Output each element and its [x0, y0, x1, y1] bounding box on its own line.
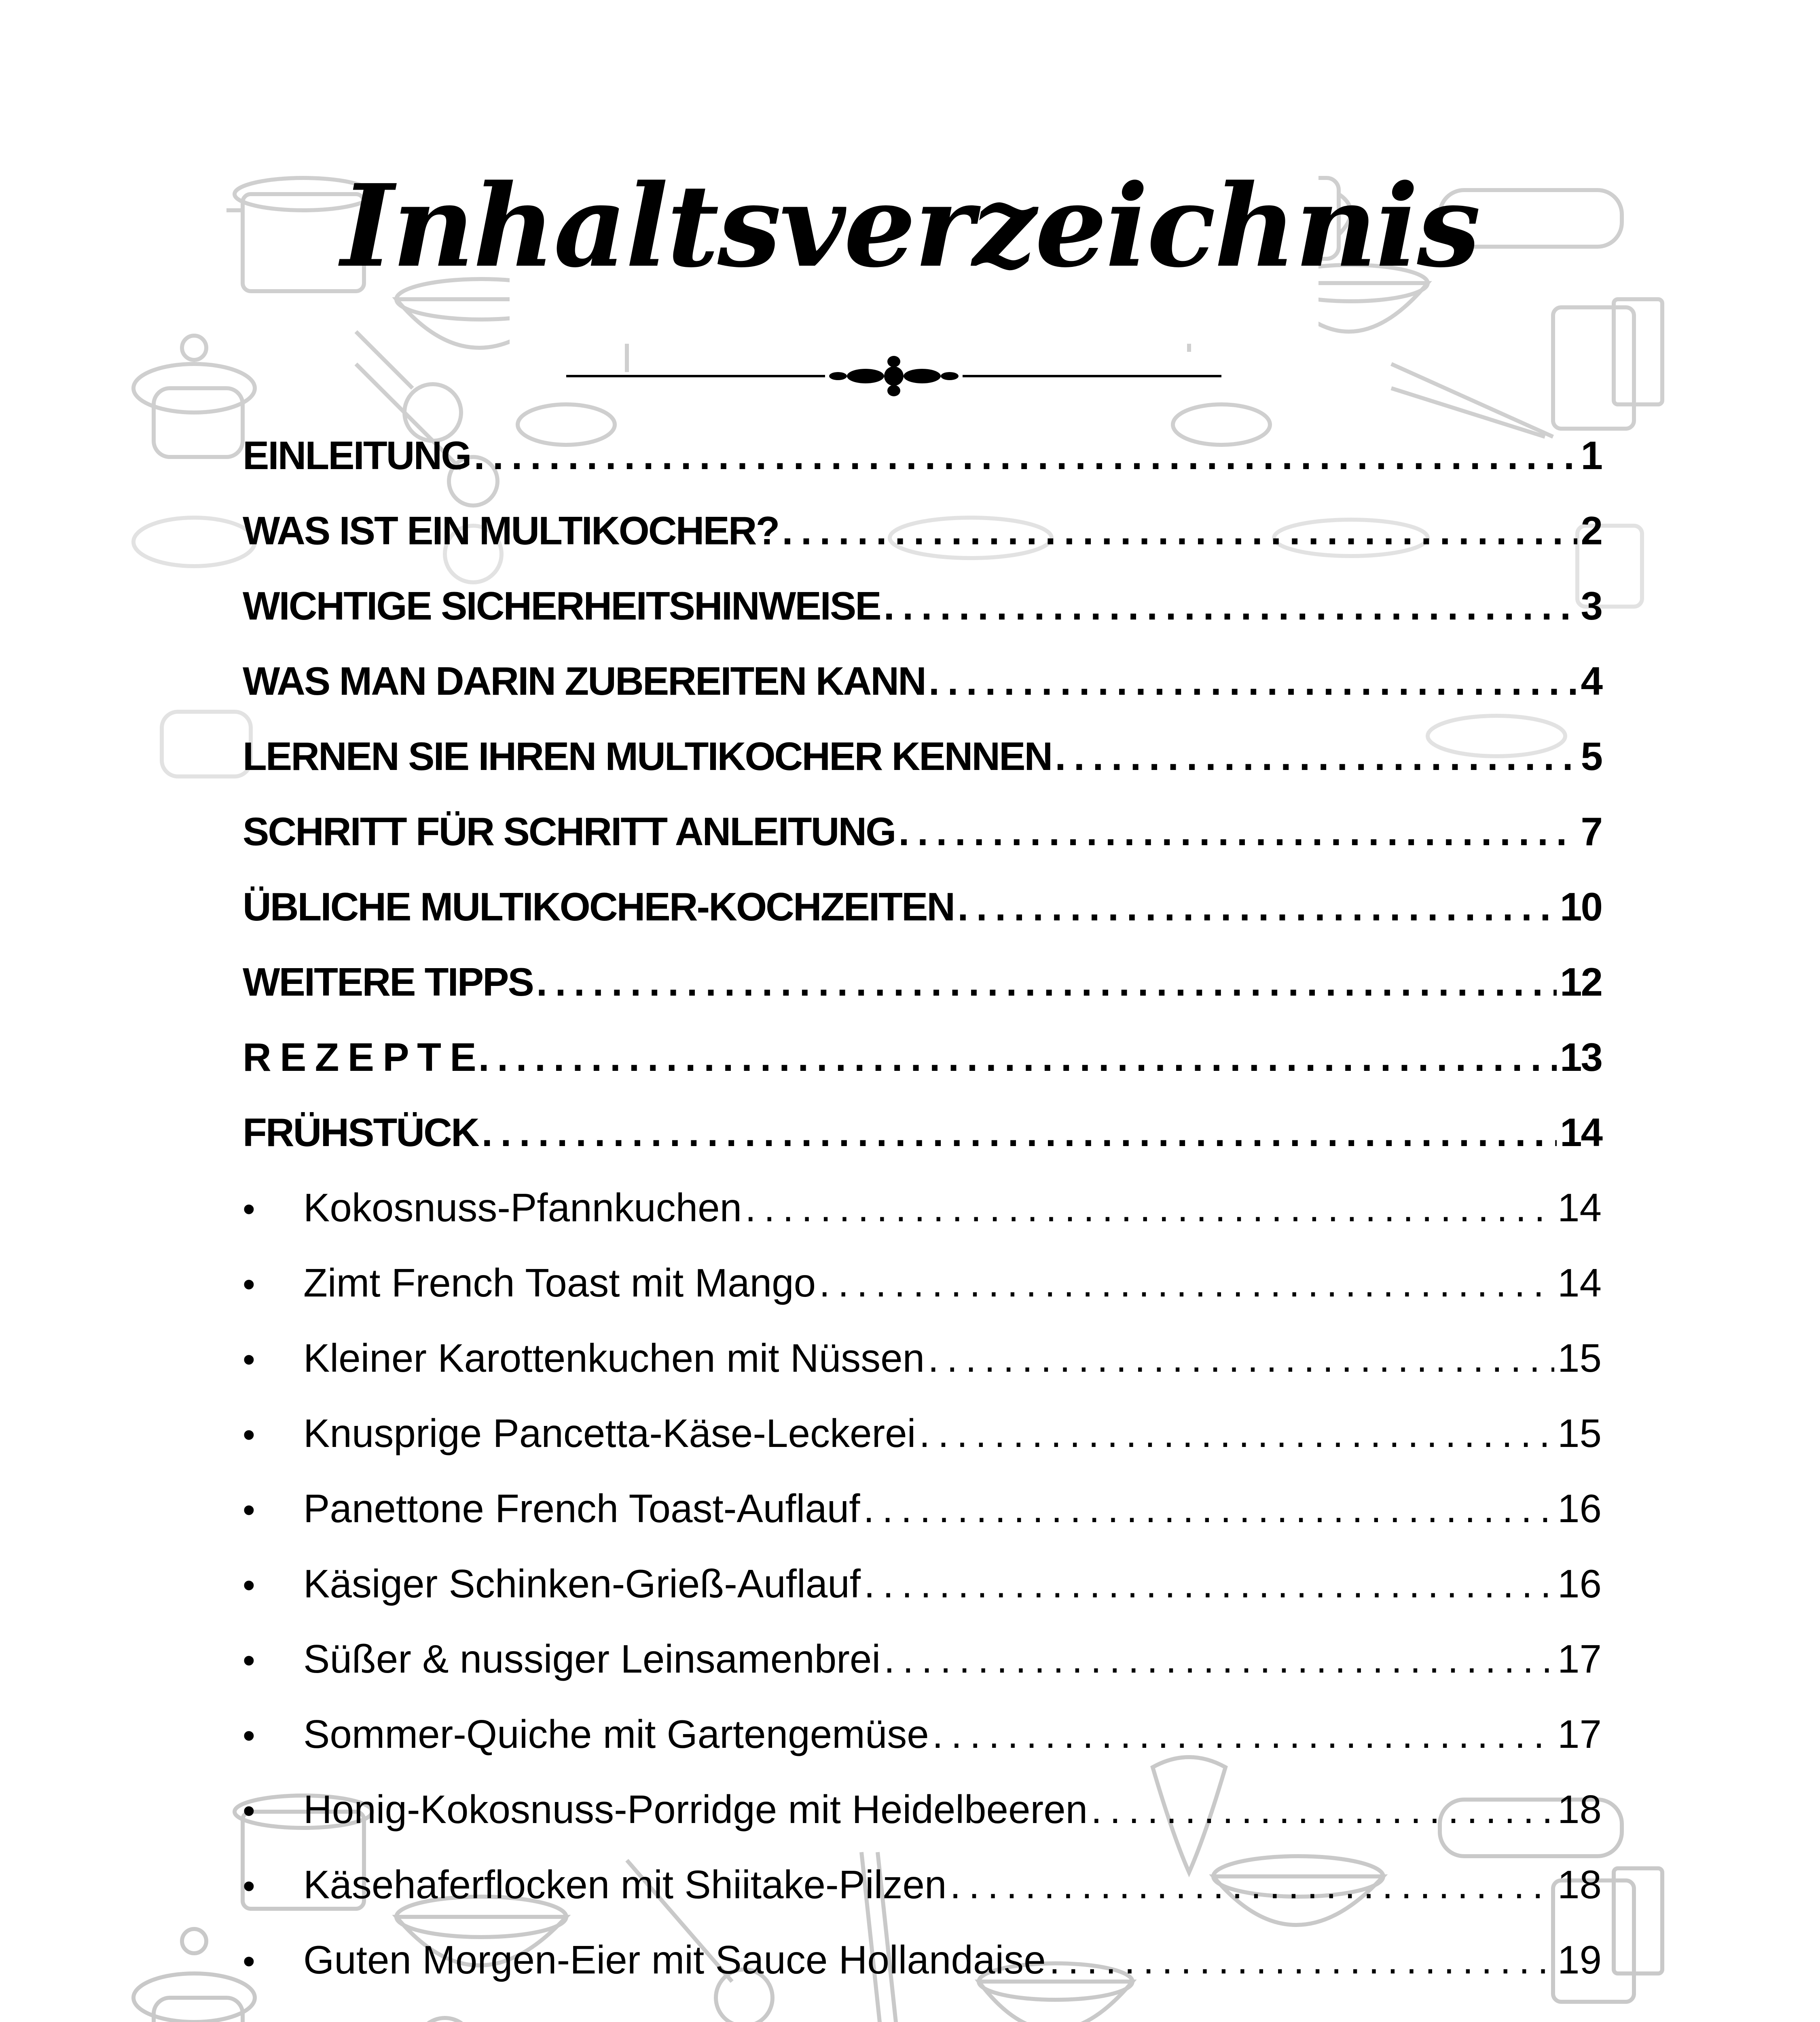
- toc-entry-label: Panettone French Toast-Auflauf: [303, 1486, 860, 1531]
- bullet-icon: •: [243, 1264, 255, 1304]
- toc-entry-label: EINLEITUNG: [243, 433, 471, 478]
- toc-entry[interactable]: [243, 734, 1602, 809]
- toc-entry[interactable]: [243, 1486, 1602, 1561]
- toc-entry-label: FRÜHSTÜCK: [243, 1110, 478, 1155]
- toc-entry-page: 17: [1557, 1637, 1602, 1681]
- toc-entry[interactable]: [243, 1937, 1602, 2012]
- toc-entry[interactable]: [243, 1862, 1602, 1937]
- toc-entry-page: 15: [1557, 1411, 1602, 1455]
- dot-leader: [745, 1185, 1554, 1231]
- toc-entry[interactable]: [243, 658, 1602, 734]
- toc-entry-page: 18: [1557, 1862, 1602, 1907]
- toc-entry-label: WAS MAN DARIN ZUBEREITEN KANN: [243, 659, 925, 703]
- toc-entry[interactable]: [243, 1185, 1602, 1260]
- skimmer-icon: [356, 332, 461, 441]
- toc-entry-page: 2: [1581, 508, 1602, 553]
- dot-leader: [819, 1260, 1554, 1306]
- toc-entry[interactable]: [243, 1034, 1602, 1110]
- toc-entry-label: Kleiner Karottenkuchen mit Nüssen: [303, 1336, 925, 1380]
- dot-leader: [884, 583, 1578, 629]
- toc-entry-label: WEITERE TIPPS: [243, 960, 533, 1004]
- toc-entry-page: 15: [1557, 1336, 1602, 1380]
- toc-entry-page: 17: [1557, 1712, 1602, 1756]
- toc-entry-label: ÜBLICHE MULTIKOCHER-KOCHZEITEN: [243, 884, 954, 929]
- dot-leader: [536, 959, 1557, 1005]
- pot-icon: [133, 336, 255, 457]
- bullet-icon: •: [243, 1941, 255, 1981]
- dot-leader: [474, 433, 1577, 478]
- toc-entry-label: LERNEN SIE IHREN MULTIKOCHER KENNEN: [243, 734, 1052, 778]
- toc-entry[interactable]: [243, 1711, 1602, 1787]
- toc-entry-page: 3: [1581, 584, 1602, 628]
- toc-entry[interactable]: [243, 884, 1602, 959]
- toc-entry-label: Kokosnuss-Pfannkuchen: [303, 1185, 742, 1230]
- dot-leader: [928, 1335, 1554, 1381]
- toc-entry[interactable]: [243, 1411, 1602, 1486]
- dot-leader: [782, 508, 1577, 554]
- dot-leader: [932, 1711, 1554, 1757]
- toc-entry-label: Zimt French Toast mit Mango: [303, 1261, 816, 1305]
- dot-leader: [957, 884, 1557, 930]
- toc-entry-page: 14: [1557, 1261, 1602, 1305]
- toc-entry[interactable]: [243, 583, 1602, 658]
- toc-entry-page: 19: [1557, 1937, 1602, 1982]
- toc-entry[interactable]: [243, 1787, 1602, 1862]
- dot-leader: [863, 1486, 1554, 1531]
- bullet-icon: •: [243, 1490, 255, 1530]
- toc-entry[interactable]: [243, 508, 1602, 583]
- dot-leader: [898, 809, 1577, 854]
- toc-entry[interactable]: [243, 1335, 1602, 1411]
- toc-entry-page: 4: [1581, 659, 1602, 703]
- toc-entry-label: Käsehaferflocken mit Shiitake-Pilzen: [303, 1862, 947, 1907]
- toc-entry[interactable]: [243, 1110, 1602, 1185]
- toc-entry-label: WICHTIGE SICHERHEITSHINWEISE: [243, 584, 880, 628]
- dot-leader: [482, 1110, 1557, 1155]
- bullet-icon: •: [243, 1791, 255, 1831]
- skimmer-icon: [417, 2018, 1266, 2022]
- dot-leader: [864, 1561, 1554, 1607]
- toc-entry[interactable]: [243, 433, 1602, 508]
- toc-entry[interactable]: [243, 809, 1602, 884]
- toc-entry[interactable]: [243, 1260, 1602, 1335]
- toc-entry-label: WAS IST EIN MULTIKOCHER?: [243, 508, 779, 553]
- dot-leader: [950, 1862, 1554, 1908]
- toc-entry-label: Sommer-Quiche mit Gartengemüse: [303, 1712, 929, 1756]
- dot-leader: [884, 1636, 1554, 1682]
- toc-entry[interactable]: [243, 1561, 1602, 1636]
- dot-leader: [929, 658, 1578, 704]
- pot-icon: [133, 1929, 255, 2022]
- toc-entry-label: SCHRITT FÜR SCHRITT ANLEITUNG: [243, 809, 895, 854]
- divider-ornament: [566, 356, 1221, 396]
- toc-entry-page: 7: [1581, 809, 1602, 854]
- rolling-pin-icon: [1391, 364, 1553, 437]
- toc-entry-label: Guten Morgen-Eier mit Sauce Hollandaise: [303, 1937, 1046, 1982]
- bullet-icon: •: [243, 1866, 255, 1906]
- dot-leader: [1091, 1787, 1554, 1832]
- bullet-icon: •: [243, 1640, 255, 1680]
- toc-entry-page: 16: [1557, 1561, 1602, 1606]
- bullet-icon: •: [243, 1565, 255, 1605]
- dot-leader: [919, 1411, 1554, 1456]
- toc-entry-page: 12: [1560, 960, 1602, 1004]
- toc-entry-page: 16: [1557, 1486, 1602, 1531]
- dot-leader: [478, 1034, 1557, 1080]
- page-title: Inhaltsverzeichnis: [341, 160, 1479, 293]
- toc-entry-page: 1: [1581, 433, 1602, 478]
- toc-entry-page: 18: [1557, 1787, 1602, 1832]
- toc-entry-label: Honig-Kokosnuss-Porridge mit Heidelbeeren: [303, 1787, 1088, 1832]
- bullet-icon: •: [243, 1189, 255, 1229]
- toc-entry-page: 10: [1560, 884, 1602, 929]
- toc-entry-page: 14: [1560, 1110, 1602, 1155]
- bullet-icon: •: [243, 1339, 255, 1379]
- dot-leader: [1049, 1937, 1554, 1983]
- toc-entry-label: R E Z E P T E: [243, 1035, 475, 1079]
- toc-entry-page: 14: [1557, 1185, 1602, 1230]
- bullet-icon: •: [243, 1715, 255, 1756]
- toc-entry[interactable]: [243, 1636, 1602, 1711]
- dot-leader: [1055, 734, 1577, 779]
- toc-entry-label: Knusprige Pancetta-Käse-Leckerei: [303, 1411, 916, 1455]
- toc-entry-label: Käsiger Schinken-Grieß-Auflauf: [303, 1561, 861, 1606]
- toc-entry-page: 13: [1560, 1035, 1602, 1079]
- toc-entry-page: 5: [1581, 734, 1602, 778]
- table-of-contents: [243, 433, 1602, 2012]
- toc-entry[interactable]: [243, 959, 1602, 1034]
- bullet-icon: •: [243, 1415, 255, 1455]
- toc-entry-label: Süßer & nussiger Leinsamenbrei: [303, 1637, 881, 1681]
